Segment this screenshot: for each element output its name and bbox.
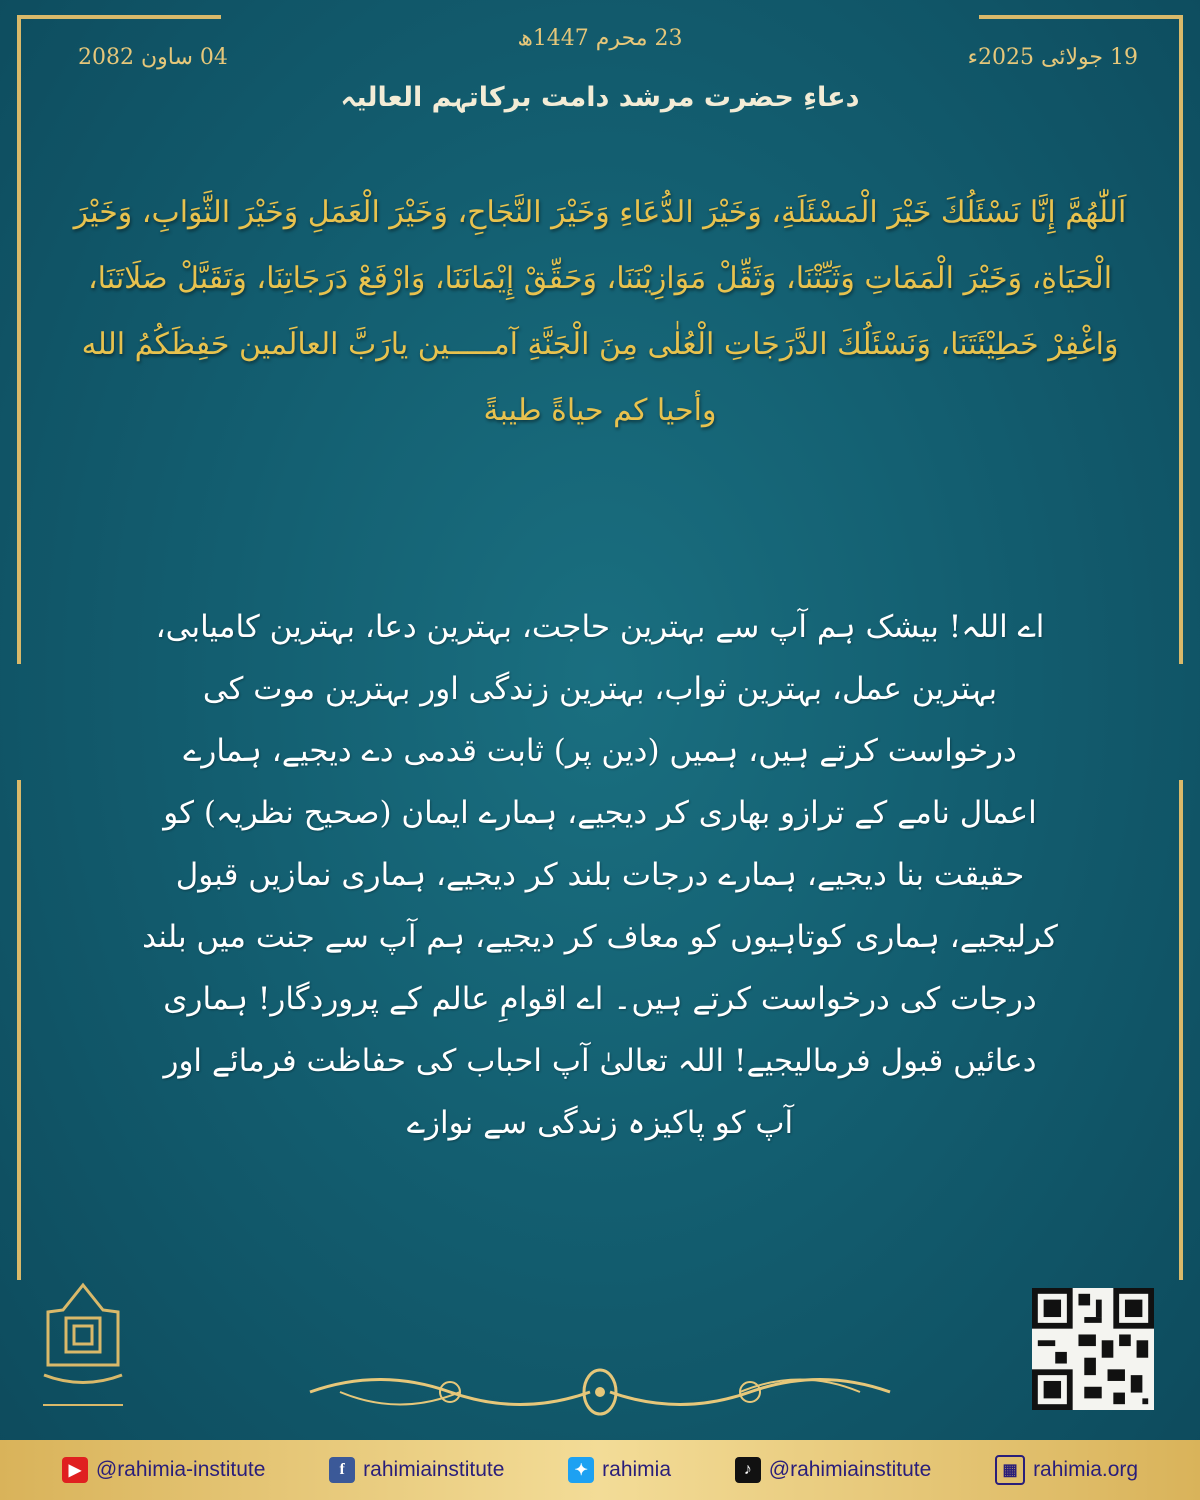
decorative-ornament (300, 1362, 900, 1422)
globe-icon: ▦ (995, 1455, 1025, 1485)
frame-bottom-left (17, 780, 25, 1280)
bikrami-date: 04 ساون 2082 (78, 45, 228, 70)
youtube-link[interactable] (62, 1457, 266, 1483)
hijri-date: 23 محرم 1447ھ (517, 26, 683, 51)
twitter-handle: rahimia (602, 1458, 672, 1481)
facebook-link[interactable] (329, 1457, 504, 1483)
gregorian-date: 19 جولائی 2025ء (967, 45, 1138, 70)
frame-bottom-right (1175, 780, 1183, 1280)
youtube-icon: ▶ (62, 1457, 88, 1483)
urdu-translation: اے اللہ! بیشک ہم آپ سے بہترین حاجت، بہترین دعا، بہترین کامیابی، بہترین عمل، بہترین ثواب، بہترین زندگی اور بہترین موت کی درخواست کرتے ہیں، ہمیں (دین پر) ثابت قدمی دے دیجیے، ہمارے اعمال نامے کے ترازو بھاری کر دیجیے، ہمارے ایمان (صحیح نظریہ) کو حقیقت بنا دیجیے، ہمارے درجات بلند کر دیجیے، ہماری نمازیں قبول کرلیجیے، ہماری کوتاہیوں کو معاف کر دیجیے، ہم آپ سے جنت میں بلند درجات کی درخواست کرتے ہیں۔ اے اقوامِ عالم کے پروردگار! ہماری دعائیں قبول فرمالیجیے! اللہ تعالیٰ آپ احباب کی حفاظت فرمائے اور آپ کو پاکیزہ زندگی سے نوازے (142, 609, 1058, 1141)
facebook-handle: rahimiainstitute (363, 1458, 505, 1481)
website-url: rahimia.org (1033, 1458, 1139, 1481)
facebook-icon: f (329, 1457, 355, 1483)
tiktok-link[interactable] (735, 1457, 932, 1483)
tiktok-handle: @rahimiainstitute (768, 1458, 932, 1481)
rahimia-logo (38, 1280, 128, 1420)
twitter-icon: ✦ (568, 1457, 594, 1483)
tiktok-icon: ♪ (735, 1457, 761, 1483)
arabic-dua: اَللّٰهُمَّ إِنَّا نَسْئَلُكَ خَيْرَ الْمَسْئَلَةِ، وَخَيْرَ الدُّعَاءِ وَخَيْرَ النَّجَاحِ، وَخَيْرَ الْعَمَلِ وَخَيْرَ الثَّوَابِ، وَخَيْرَ الْحَيَاةِ، وَخَيْرَ الْمَمَاتِ وَثَبِّتْنَا، وَثَقِّلْ مَوَازِيْنَنَا، وَحَقِّقْ إِيْمَانَنَا، وَارْفَعْ دَرَجَاتِنَا، وَتَقَبَّلْ صَلَاتَنَا، وَاغْفِرْ خَطِيْئَتَنَا، وَنَسْئَلُكَ الدَّرَجَاتِ الْعُلٰى مِنَ الْجَنَّةِ آمـــــين يارَبَّ العالَمين حَفِظَكُمُ الله وأحيا كم حياةً طيبةً (73, 195, 1127, 428)
social-footer (0, 1440, 1200, 1500)
website-link[interactable] (995, 1455, 1138, 1485)
page-title: دعاءِ حضرت مرشد دامت برکاتہم العالیہ (340, 82, 860, 113)
twitter-link[interactable] (568, 1457, 671, 1483)
youtube-handle: @rahimia-institute (95, 1458, 266, 1481)
qr-code[interactable] (1032, 1288, 1154, 1410)
